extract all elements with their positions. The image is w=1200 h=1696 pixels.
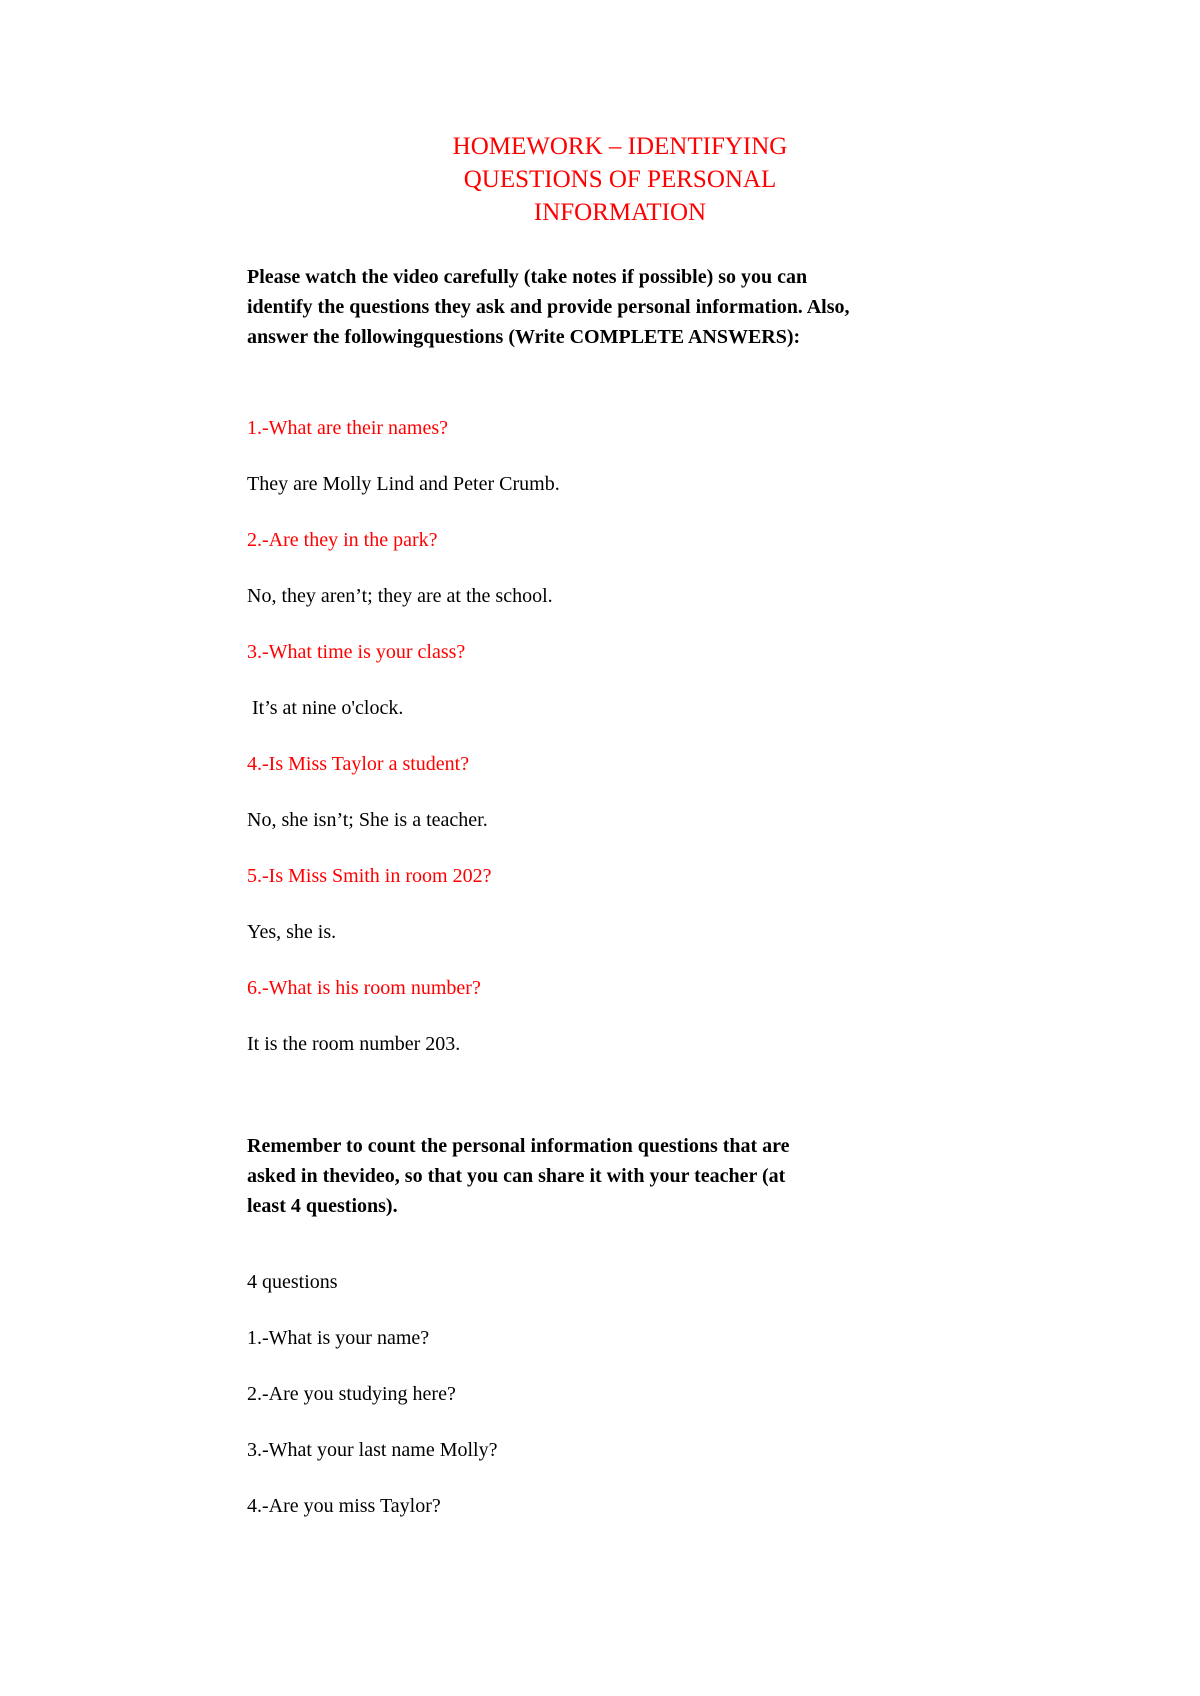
document-title bbox=[0, 130, 1200, 229]
instructions-paragraph bbox=[247, 262, 967, 352]
title-line-1: HOMEWORK – IDENTIFYING bbox=[452, 133, 788, 160]
answer-1: They are Molly Lind and Peter Crumb. bbox=[247, 473, 560, 495]
reminder-paragraph bbox=[247, 1131, 967, 1221]
answer-2: No, they aren’t; they are at the school. bbox=[247, 585, 553, 607]
question-3: 3.-What time is your class? bbox=[247, 641, 466, 663]
question-4: 4.-Is Miss Taylor a student? bbox=[247, 753, 470, 775]
question-1: 1.-What are their names? bbox=[247, 417, 449, 439]
answer-6: It is the room number 203. bbox=[247, 1033, 461, 1055]
answer-4: No, she isn’t; She is a teacher. bbox=[247, 809, 488, 831]
reminder-line-1: Remember to count the personal information questions that are bbox=[247, 1135, 790, 1157]
question-6: 6.-What is his room number? bbox=[247, 977, 481, 999]
title-line-2: QUESTIONS OF PERSONAL bbox=[463, 166, 777, 193]
answer-5: Yes, she is. bbox=[247, 921, 337, 943]
video-question-2: 2.-Are you studying here? bbox=[247, 1383, 456, 1405]
question-count: 4 questions bbox=[247, 1271, 338, 1293]
video-question-3: 3.-What your last name Molly? bbox=[247, 1439, 498, 1461]
video-question-4: 4.-Are you miss Taylor? bbox=[247, 1495, 441, 1517]
instructions-line-2: identify the questions they ask and provide personal information. Also, bbox=[247, 296, 850, 318]
title-line-3: INFORMATION bbox=[533, 199, 707, 226]
reminder-line-2: asked in thevideo, so that you can share it with your teacher (at bbox=[247, 1165, 786, 1187]
video-question-1: 1.-What is your name? bbox=[247, 1327, 430, 1349]
answer-3: It’s at nine o'clock. bbox=[247, 697, 404, 719]
instructions-line-1: Please watch the video carefully (take notes if possible) so you can bbox=[247, 266, 808, 288]
instructions-line-3: answer the followingquestions (Write COMPLETE ANSWERS): bbox=[247, 326, 801, 348]
question-2: 2.-Are they in the park? bbox=[247, 529, 438, 551]
question-5: 5.-Is Miss Smith in room 202? bbox=[247, 865, 492, 887]
reminder-line-3: least 4 questions). bbox=[247, 1195, 398, 1217]
